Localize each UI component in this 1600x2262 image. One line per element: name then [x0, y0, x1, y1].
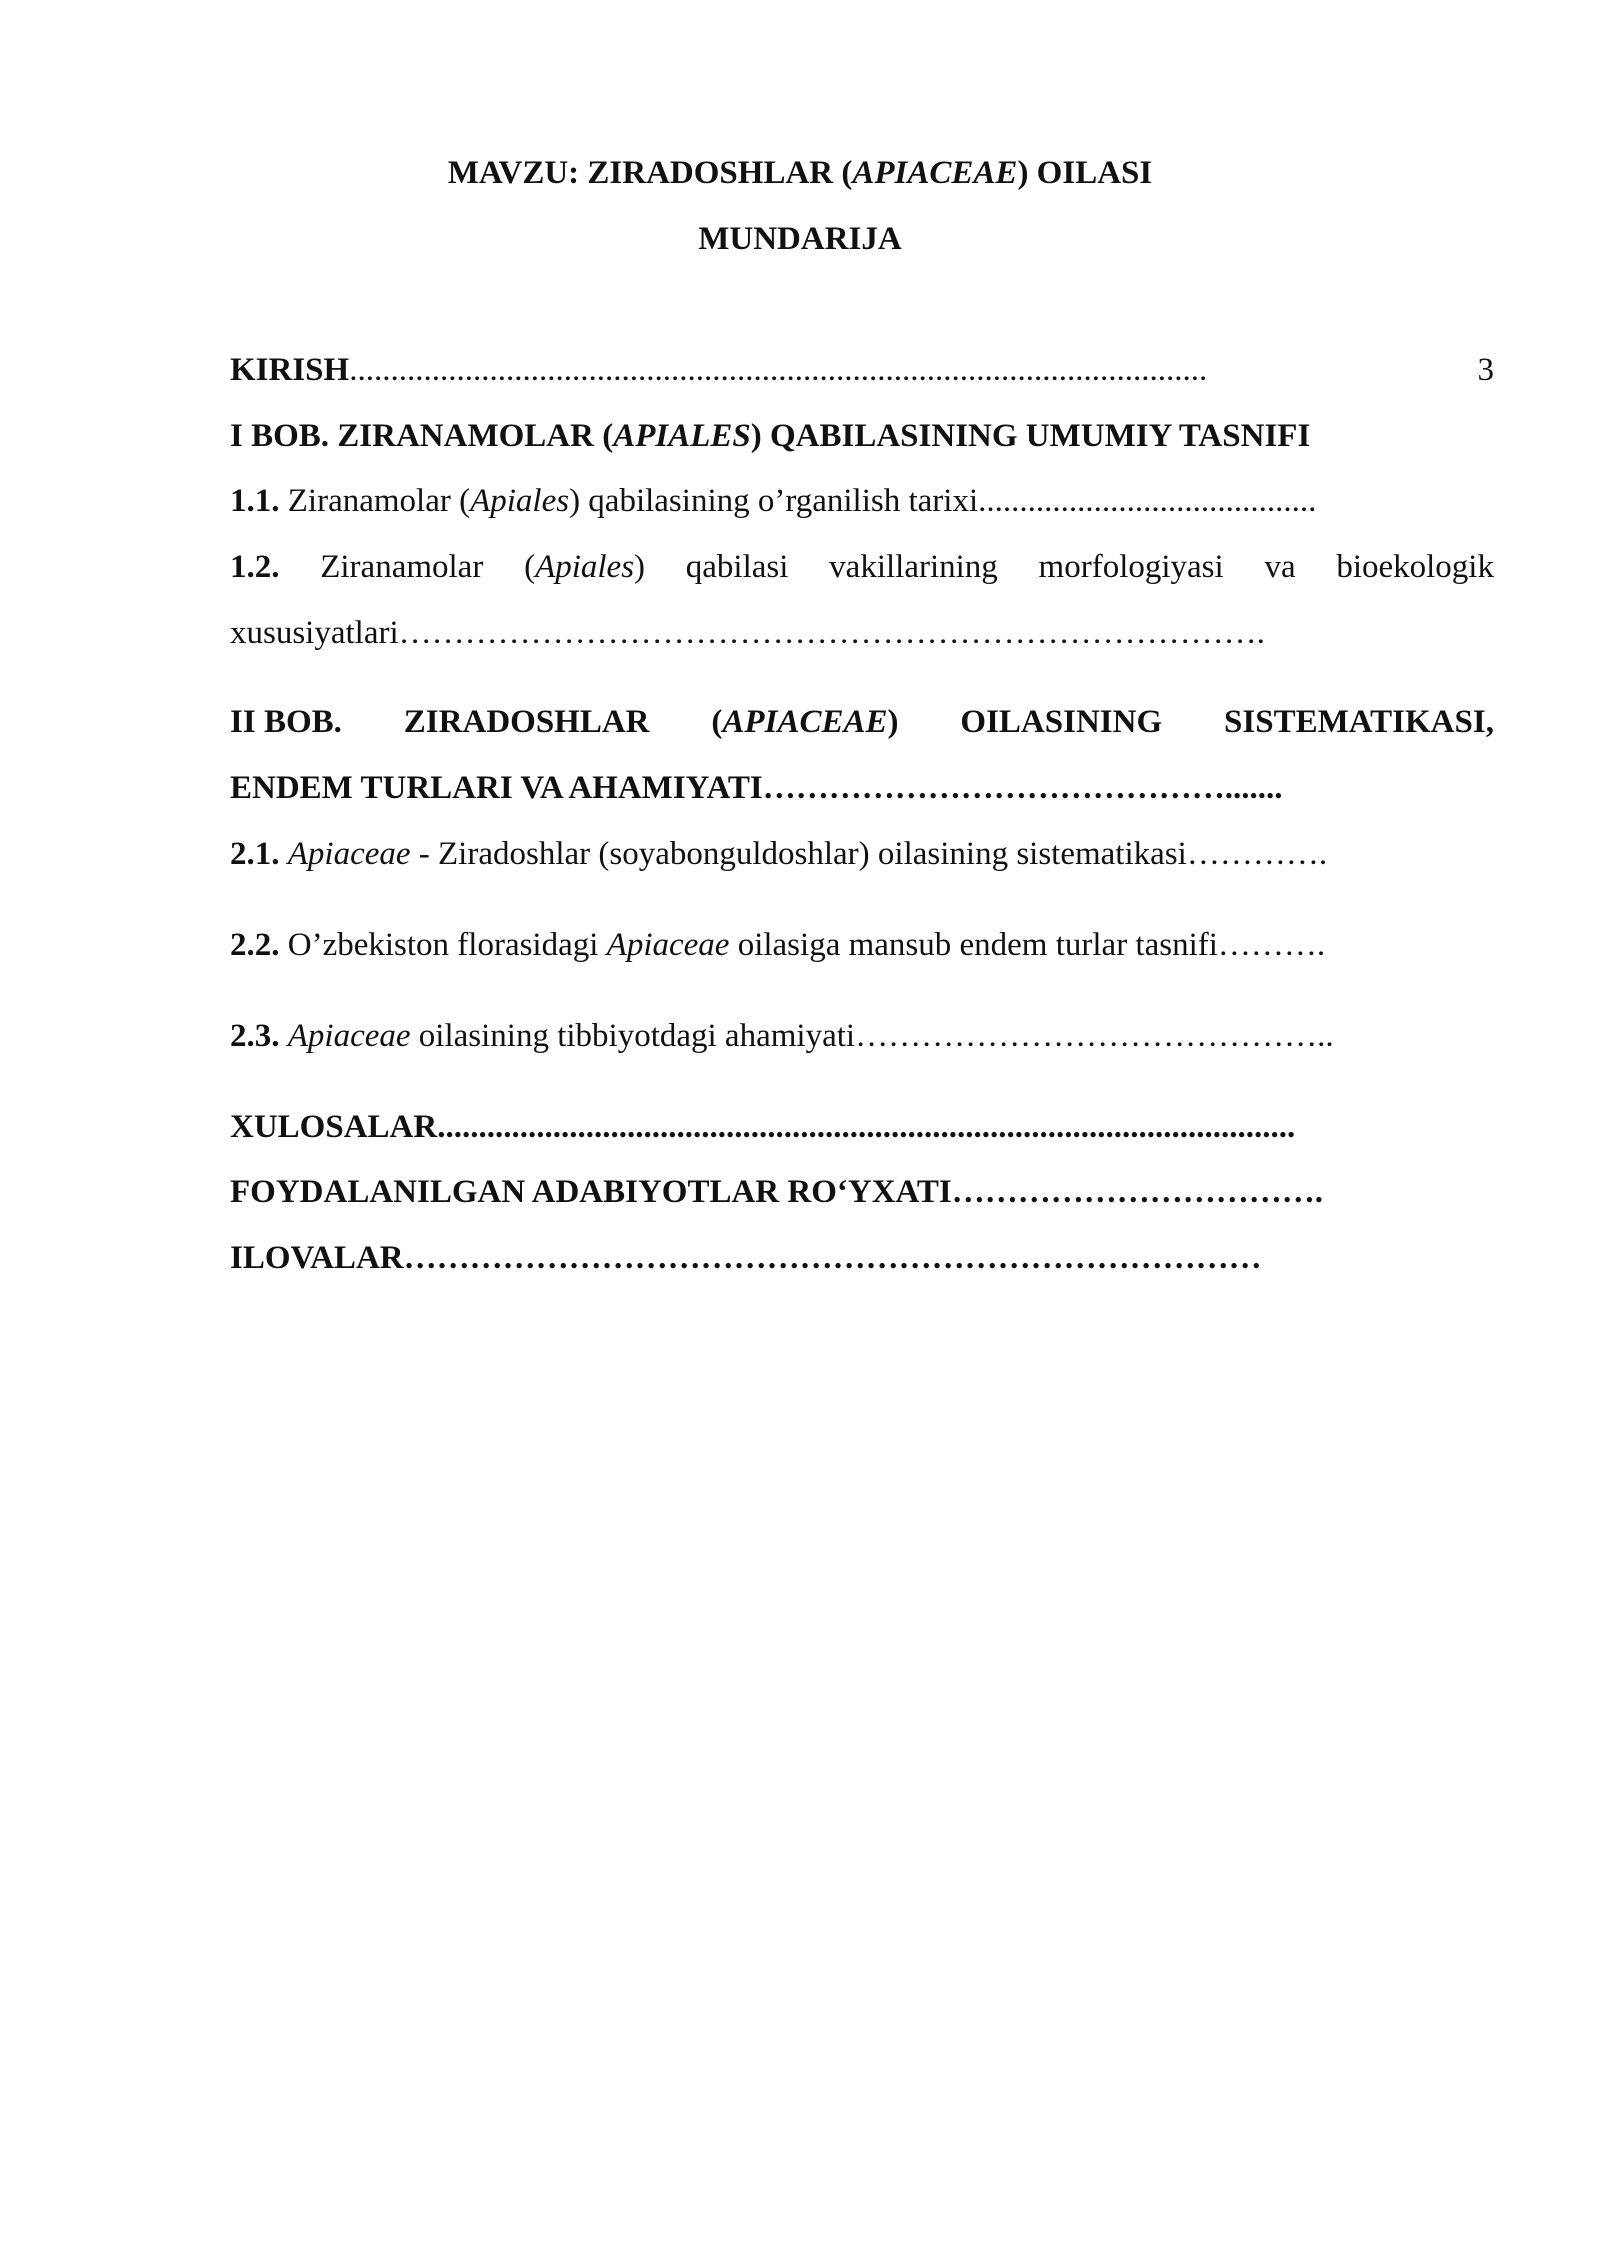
- paren-open: (: [711, 704, 723, 740]
- toc-entry-number: 1.1.: [230, 483, 280, 519]
- title-text-end: ) OILASI: [1017, 155, 1153, 191]
- toc-entry-text: Ziranamolar (: [279, 483, 471, 519]
- toc-entry-1-1: [230, 481, 1494, 521]
- toc-leader-dots: ………….: [1186, 836, 1328, 872]
- paren-close: ): [634, 549, 646, 585]
- toc-entry-1-2-continued: [230, 613, 1494, 653]
- toc-entry-2-1: [230, 834, 1494, 874]
- toc-entry-2-2: [230, 925, 1494, 965]
- toc-entry-italic: Apiales: [470, 483, 570, 519]
- toc-entry-kirish: [230, 350, 1494, 390]
- toc-leader-dots: …………………………………….......: [762, 770, 1283, 806]
- toc-entry-number: 1.2.: [230, 549, 280, 585]
- chapter-text: I BOB. ZIRANAMOLAR (: [230, 418, 614, 454]
- toc-chapter-2: [230, 702, 1494, 742]
- toc-entry-label: XULOSALAR: [230, 1109, 438, 1145]
- document-title: [0, 155, 1600, 192]
- chapter-italic: APIACEAE: [722, 704, 888, 740]
- toc-leader-dots: …………………………………………………………………….: [398, 615, 1265, 651]
- title-italic: APIACEAE: [852, 155, 1018, 191]
- toc-page-number: 3: [1477, 352, 1494, 388]
- toc-entry-italic: Apiales: [535, 549, 635, 585]
- toc-entry-word: [524, 547, 645, 587]
- toc-entry-text: oilasining tibbiyotdagi ahamiyati: [410, 1018, 856, 1054]
- toc-entry-number: 2.1.: [230, 836, 280, 872]
- toc-entry-label: FOYDALANILGAN ADABIYOTLAR RO‘YXATI: [230, 1174, 952, 1210]
- toc-entry-italic: Apiaceae: [606, 927, 730, 963]
- toc-entry-1-2: [230, 547, 1494, 587]
- toc-entry-number: 2.3.: [230, 1018, 280, 1054]
- chapter-word: OILASINING: [960, 704, 1163, 740]
- toc-entry-word: morfologiyasi: [1038, 549, 1224, 585]
- toc-entry-text-end: oilasiga mansub endem turlar tasnifi: [729, 927, 1218, 963]
- toc-entry-word: qabilasi: [685, 549, 789, 585]
- toc-leader-dots: ……….: [1217, 927, 1326, 963]
- chapter-word-group: [230, 702, 342, 742]
- toc-leader-dots: .........................................: [978, 483, 1317, 519]
- chapter-word: [711, 702, 898, 742]
- paren-close: ): [887, 704, 899, 740]
- toc-entry-text-end: ) qabilasining o’rganilish tarixi: [569, 483, 979, 519]
- toc-entry-word: vakillarining: [829, 549, 998, 585]
- toc-entry-text: xususiyatlari: [230, 615, 399, 651]
- toc-chapter-1: [230, 416, 1494, 456]
- toc-leader-dots: ........................................................................................................: [349, 352, 1208, 388]
- toc-entry-text: O’zbekiston florasidagi: [279, 927, 607, 963]
- toc-leader-dots: ……………………………………..: [855, 1018, 1334, 1054]
- toc-entry-text: - Ziradoshlar (soyabonguldoshlar) oilasining sistematikasi: [410, 836, 1187, 872]
- toc-entry-label: ILOVALAR: [230, 1240, 404, 1276]
- toc-entry-references: [230, 1172, 1494, 1212]
- toc-leader-dots: ........................................................................................................: [437, 1109, 1296, 1145]
- chapter-word: BOB.: [263, 704, 342, 740]
- toc-entry-number: 2.2.: [230, 927, 280, 963]
- paren-open: (: [524, 549, 536, 585]
- toc-entry-word: va: [1264, 549, 1296, 585]
- chapter-italic: APIALES: [613, 418, 751, 454]
- chapter-text: ENDEM TURLARI VA AHAMIYATI: [230, 770, 763, 806]
- toc-entry-xulosalar: [230, 1107, 1494, 1147]
- chapter-text-end: ) QABILASINING UMUMIY TASNIFI: [750, 418, 1311, 454]
- chapter-word: ZIRADOSHLAR: [403, 704, 650, 740]
- toc-entry-appendices: [230, 1238, 1494, 1278]
- toc-entry-italic: Apiaceae: [287, 1018, 411, 1054]
- toc-heading: MUNDARIJA: [698, 221, 902, 257]
- chapter-word: II: [230, 704, 256, 740]
- toc-leader-dots: …………………………….: [951, 1174, 1324, 1210]
- toc-entry-label: KIRISH: [230, 352, 350, 388]
- toc-entry-2-3: [230, 1016, 1494, 1056]
- toc-chapter-2-continued: [230, 768, 1494, 808]
- title-text: MAVZU: ZIRADOSHLAR (: [447, 155, 853, 191]
- toc-leader-dots: ……………………………………………………………………: [403, 1240, 1262, 1276]
- toc-entry-word: [230, 547, 280, 587]
- chapter-word: SISTEMATIKASI,: [1224, 704, 1494, 740]
- toc-entry-italic: Apiaceae: [287, 836, 411, 872]
- toc-entry-word: Ziranamolar: [320, 549, 484, 585]
- toc-entry-word: bioekologik: [1336, 549, 1494, 585]
